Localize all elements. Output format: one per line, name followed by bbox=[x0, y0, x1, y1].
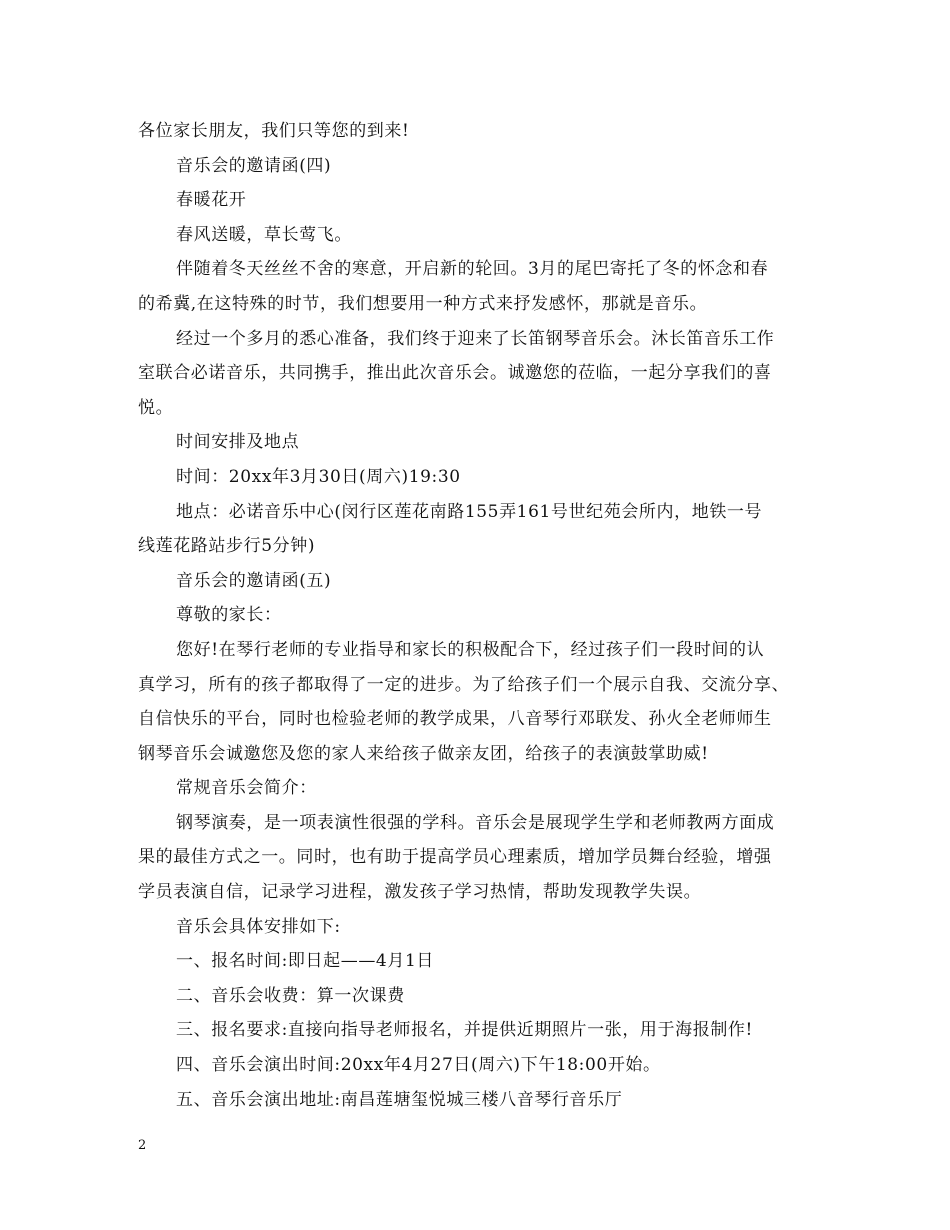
page-number: 2 bbox=[138, 1138, 147, 1153]
paragraph-line: 悦。 bbox=[138, 397, 174, 418]
text-line: 春暖花开 bbox=[176, 190, 247, 211]
list-item: 五、音乐会演出地址:南昌莲塘玺悦城三楼八音琴行音乐厅 bbox=[176, 1089, 623, 1110]
paragraph-line: 自信快乐的平台，同时也检验老师的教学成果，八音琴行邓联发、孙火全老师师生 bbox=[138, 709, 772, 730]
paragraph-line: 您好!在琴行老师的专业指导和家长的积极配合下，经过孩子们一段时间的认 bbox=[176, 639, 765, 660]
text-line: 尊敬的家长： bbox=[176, 605, 282, 626]
list-item: 一、报名时间:即日起——4月1日 bbox=[176, 951, 434, 972]
text-line: 时间：20xx年3月30日(周六)19:30 bbox=[176, 466, 461, 487]
list-item: 四、音乐会演出时间:20xx年4月27日(周六)下午18:00开始。 bbox=[176, 1055, 661, 1076]
text-line: 常规音乐会简介： bbox=[176, 778, 317, 799]
paragraph-line: 经过一个多月的悉心准备，我们终于迎来了长笛钢琴音乐会。沐长笛音乐工作 bbox=[176, 328, 775, 349]
paragraph-line: 地点：必诺音乐中心(闵行区莲花南路155弄161号世纪苑会所内，地铁一号 bbox=[176, 501, 763, 522]
paragraph-line: 的希冀,在这特殊的时节，我们想要用一种方式来抒发感怀，那就是音乐。 bbox=[138, 293, 708, 314]
paragraph-line: 真学习，所有的孩子都取得了一定的进步。为了给孩子们一个展示自我、交流分享、 bbox=[138, 674, 790, 695]
text-line: 音乐会具体安排如下: bbox=[176, 916, 341, 937]
text-line: 春风送暖，草长莺飞。 bbox=[176, 224, 352, 245]
text-line: 时间安排及地点 bbox=[176, 432, 300, 453]
text-line: 各位家长朋友，我们只等您的到来! bbox=[138, 121, 410, 141]
section-heading: 音乐会的邀请函(四) bbox=[176, 155, 332, 176]
section-heading: 音乐会的邀请函(五) bbox=[176, 570, 332, 591]
paragraph-line: 钢琴演奏，是一项表演性很强的学科。音乐会是展现学生学和老师教两方面成 bbox=[176, 812, 775, 833]
paragraph-line: 伴随着冬天丝丝不舍的寒意，开启新的轮回。3月的尾巴寄托了冬的怀念和春 bbox=[176, 259, 769, 280]
list-item: 三、报名要求:直接向指导老师报名，并提供近期照片一张，用于海报制作! bbox=[176, 1020, 753, 1041]
paragraph-line: 果的最佳方式之一。同时，也有助于提高学员心理素质，增加学员舞台经验，增强 bbox=[138, 847, 772, 868]
paragraph-line: 室联合必诺音乐，共同携手，推出此次音乐会。诚邀您的莅临，一起分享我们的喜 bbox=[138, 363, 772, 384]
paragraph-line: 钢琴音乐会诚邀您及您的家人来给孩子做亲友团，给孩子的表演鼓掌助威! bbox=[138, 743, 709, 764]
list-item: 二、音乐会收费：算一次课费 bbox=[176, 985, 405, 1006]
document-body bbox=[138, 114, 818, 1117]
paragraph-line: 学员表演自信，记录学习进程，激发孩子学习热情，帮助发现教学失误。 bbox=[138, 882, 702, 903]
paragraph-line: 线莲花路站步行5分钟) bbox=[138, 536, 316, 557]
